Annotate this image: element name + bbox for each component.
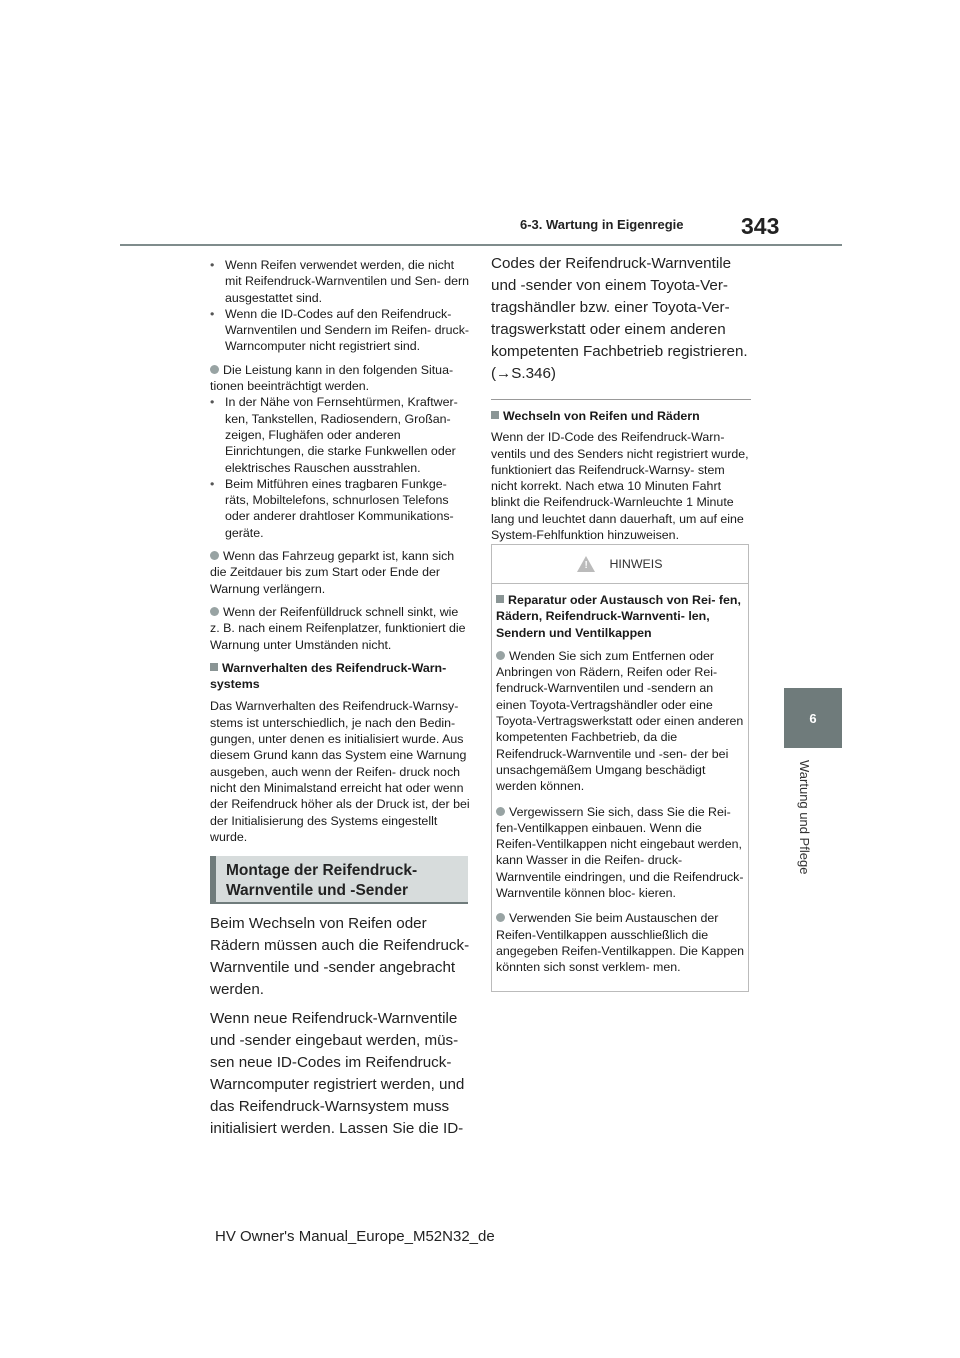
notice-box bbox=[491, 544, 749, 992]
bullet-icon bbox=[210, 551, 219, 560]
list-item-text: Beim Mitführen eines tragbaren Funkge- räts, Mobiltelefons, schnurlosen Telefons oder anderer drahtloser Kommunikations- geräte. bbox=[225, 476, 454, 540]
list-item-text: Wenn Reifen verwendet werden, die nicht mit Reifendruck-Warnventilen und Sen- dern ausgestattet sind. bbox=[225, 258, 470, 305]
section-paragraph: Beim Wechseln von Reifen oder Rädern müssen auch die Reifendruck- Warnventile und -sender angebracht werden. bbox=[210, 915, 470, 998]
square-bullet-icon bbox=[491, 411, 499, 419]
notice-subheading: Reparatur oder Austausch von Rei- fen, Rädern, Reifendruck-Warnventi- len, Sendern und Ventilkappen bbox=[496, 593, 741, 640]
square-bullet-icon bbox=[496, 595, 504, 603]
warning-icon bbox=[577, 556, 595, 572]
bullet-icon bbox=[210, 365, 219, 374]
notice-point: Vergewissern Sie sich, dass Sie die Rei- fen-Ventilkappen einbauen. Wenn die Reifen-Ventilkappen nicht eingebaut werden, kann Wasser in die Reifen- druck-Warnventile eindringen, und die Reifendruck-Warnventile können bloc- kieren. bbox=[496, 804, 744, 901]
point-paragraph: Die Leistung kann in den folgenden Situa- tionen beeinträchtigt werden. bbox=[210, 362, 454, 394]
section-body bbox=[210, 913, 472, 1140]
bullet-icon bbox=[496, 913, 505, 922]
square-bullet-icon bbox=[210, 663, 218, 671]
bullet-icon bbox=[496, 651, 505, 660]
notice-title: HINWEIS bbox=[609, 556, 663, 571]
bullet-icon bbox=[210, 607, 219, 616]
bullet-icon bbox=[496, 807, 505, 816]
section-title: Montage der Reifendruck- Warnventile und -Sender bbox=[210, 856, 468, 904]
list-item: • In der Nähe von Fernsehtürmen, Kraftwer- ken, Tankstellen, Radiosendern, Großan- zeigen, Flughäfen oder anderen Einrichtungen, die starke Funkwellen oder elektrisches Rauschen ausstrahlen. bbox=[210, 394, 470, 475]
point-paragraph: Wenn das Fahrzeug geparkt ist, kann sich die Zeitdauer bis zum Start oder Ende der Warnung verlängern. bbox=[210, 549, 455, 596]
subheading-body: Wenn der ID-Code des Reifendruck-Warn- ventils und des Senders nicht registriert wurde, funktioniert das Reifendruck-Warnsy- stem nicht korrekt. Nach etwa 10 Minuten Fahrt blinkt die Reifendruck-Warnleuchte 1 Minute lang und leuchtet dann dauerhaft, um auf eine System-Fehlfunktion hinzuweisen. bbox=[491, 430, 749, 543]
list-item: • Wenn die ID-Codes auf den Reifendruck- Warnventilen und Sendern im Reifen- druck-Warncomputer nicht registriert sind. bbox=[210, 306, 470, 354]
chapter-tab bbox=[784, 688, 842, 748]
notice-point: Verwenden Sie beim Austauschen der Reifen-Ventilkappen ausschließlich die angegeben Reifen-Ventilkappen. Die Kappen könnten sich sonst verklem- men. bbox=[496, 911, 745, 975]
continued-paragraph: Codes der Reifendruck-Warnventile und -sender von einem Toyota-Ver- tragshändler bzw. einer Toyota-Ver- tragswerkstatt oder einem anderen kompetenten Fachbetrieb registrieren. (→S.346) bbox=[491, 255, 748, 382]
list-item: • Wenn Reifen verwendet werden, die nicht mit Reifendruck-Warnventilen und Sen- dern ausgestattet sind. bbox=[210, 258, 470, 305]
chapter-label: Wartung und Pflege bbox=[797, 760, 812, 875]
section-paragraph: Wenn neue Reifendruck-Warnventile und -sender eingebaut werden, müs- sen neue ID-Codes im Reifendruck- Warncomputer registriert werden, und das Reifendruck-Warnsystem muss initialisiert werden. Lassen Sie die ID- bbox=[210, 1010, 465, 1137]
notice-point: Wenden Sie sich zum Entfernen oder Anbringen von Rädern, Reifen oder Rei- fendruck-Warnventilen und -sendern an einen Toyota-Vertragshändler oder eine Toyota-Vertragswerkstatt oder einen anderen kompetenten Fachbetrieb, da die Reifendruck-Warnventile und -sen- der bei unsachgemäßem Umgang beschädigt werden können. bbox=[496, 648, 744, 794]
right-column bbox=[491, 253, 751, 543]
subheading: Warnverhalten des Reifendruck-Warn- systems bbox=[210, 660, 447, 692]
divider bbox=[491, 399, 751, 400]
header-rule bbox=[120, 244, 842, 246]
subheading: Wechseln von Reifen und Rädern bbox=[491, 408, 751, 424]
left-column bbox=[210, 257, 470, 845]
footer-text: HV Owner's Manual_Europe_M52N32_de bbox=[215, 1228, 495, 1245]
point-paragraph: Wenn der Reifenfülldruck schnell sinkt, wie z. B. nach einem Reifenplatzer, funktioniert die Warnung unter Umständen nicht. bbox=[210, 604, 466, 652]
list-item-text: In der Nähe von Fernsehtürmen, Kraftwer- ken, Tankstellen, Radiosendern, Großan- zeigen, Flughäfen oder anderen Einrichtungen, die starke Funkwellen oder elektrisches Rauschen ausstrahlen. bbox=[225, 395, 458, 475]
chapter-number: 6 bbox=[809, 710, 817, 726]
section-header: 6-3. Wartung in Eigenregie bbox=[520, 217, 684, 232]
list-item: • Beim Mitführen eines tragbaren Funkge- räts, Mobiltelefons, schnurlosen Telefons oder anderer drahtloser Kommunikations- geräte. bbox=[210, 476, 470, 541]
page-number: 343 bbox=[741, 213, 780, 239]
list-item-text: Wenn die ID-Codes auf den Reifendruck- Warnventilen und Sendern im Reifen- druck-Warncomputer nicht registriert sind. bbox=[225, 306, 470, 354]
subheading-body: Das Warnverhalten des Reifendruck-Warnsy- stems ist unterschiedlich, je nach den Bedin- gungen, unter denen es initialisiert wurde. Aus diesem Grund kann das System eine Warnung ausgeben, auch wenn der Reifen- druck noch nicht den Minimalstand erreicht hat oder wenn der Reifendruck höher als der Druck ist, der bei der Initialisierung des Systems eingestellt wurde. bbox=[210, 699, 470, 844]
notice-header bbox=[492, 545, 748, 584]
